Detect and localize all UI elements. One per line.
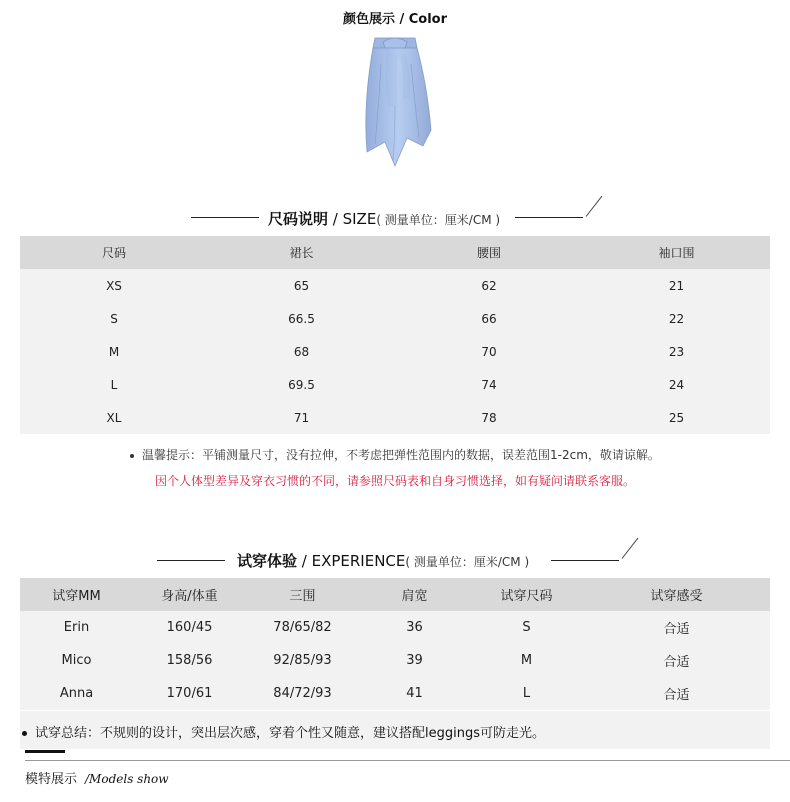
experience-cell: 160/45 — [166, 620, 213, 635]
experience-header-cell: 试穿MM — [52, 589, 101, 604]
size-section-title — [268, 208, 500, 229]
experience-title-unit: ( 测量单位：厘米/CM ) — [405, 555, 530, 569]
experience-cell: 合适 — [663, 622, 690, 637]
size-title-left-rule — [191, 217, 259, 218]
size-note — [130, 446, 660, 463]
size-cell: S — [110, 311, 118, 326]
experience-table-header-row — [20, 578, 770, 611]
size-header-cell: 裙长 — [289, 246, 314, 260]
size-cell: 24 — [668, 377, 685, 392]
table-row — [20, 611, 770, 644]
size-cell: 66.5 — [288, 311, 315, 326]
experience-cell: 合适 — [663, 688, 690, 703]
experience-table — [20, 578, 770, 710]
experience-section-title — [237, 550, 529, 571]
experience-cell: 合适 — [663, 655, 690, 670]
table-row — [20, 302, 770, 335]
size-header-cell: 尺码 — [101, 246, 126, 260]
experience-cell: L — [522, 686, 531, 701]
experience-cell: Erin — [63, 620, 90, 635]
experience-header-cell: 身高/体重 — [161, 589, 218, 604]
table-row — [20, 269, 770, 302]
size-cell: L — [110, 377, 118, 392]
experience-summary-text: 试穿总结：不规则的设计，突出层次感，穿着个性又随意，建议搭配leggings可防走光。 — [35, 726, 545, 741]
models-title-cn: 模特展示 — [25, 772, 78, 787]
experience-cell: Mico — [61, 653, 92, 668]
experience-cell: 84/72/93 — [273, 686, 332, 701]
table-row — [20, 335, 770, 368]
size-cell: 62 — [481, 278, 497, 293]
size-table — [20, 236, 770, 434]
size-title-cn: 尺码说明 — [268, 210, 329, 228]
experience-title-en: / EXPERIENCE — [297, 552, 406, 570]
skirt-product-image — [345, 34, 445, 174]
bullet-icon — [130, 454, 134, 458]
size-cell: 22 — [668, 311, 685, 326]
experience-cell: 41 — [406, 686, 423, 701]
size-cell: 70 — [481, 344, 497, 359]
size-cell: 74 — [481, 377, 497, 392]
experience-cell: 170/61 — [166, 686, 213, 701]
table-row — [20, 401, 770, 434]
experience-header-cell: 试穿感受 — [650, 589, 703, 604]
table-row — [20, 677, 770, 710]
size-cell: 66 — [481, 311, 497, 326]
experience-title-right-rule — [551, 560, 619, 561]
size-warning: 因个人体型差异及穿衣习惯的不同，请参照尺码表和自身习惯选择，如有疑问请联系客服。 — [154, 474, 635, 488]
experience-cell: 36 — [406, 620, 423, 635]
experience-cell: S — [522, 620, 531, 635]
experience-cell: M — [520, 653, 533, 668]
experience-header-cell: 试穿尺码 — [500, 589, 553, 604]
experience-cell: 158/56 — [166, 653, 213, 668]
models-title-accent-rule — [25, 750, 65, 753]
size-cell: 65 — [293, 278, 310, 293]
size-title-slash — [586, 196, 603, 217]
size-note-text: 温馨提示：平铺测量尺寸，没有拉伸，不考虑把弹性范围内的数据，误差范围1-2cm，敬请谅解。 — [142, 448, 660, 462]
experience-title-cn: 试穿体验 — [237, 552, 298, 570]
experience-cell: 92/85/93 — [273, 653, 332, 668]
experience-title-left-rule — [157, 560, 225, 561]
experience-title-slash — [622, 538, 639, 559]
models-title-divider — [25, 760, 790, 761]
experience-header-cell: 肩宽 — [401, 589, 428, 604]
experience-cell: 78/65/82 — [273, 620, 332, 635]
experience-summary — [22, 722, 545, 741]
table-row — [20, 368, 770, 401]
size-cell: 78 — [481, 410, 497, 425]
size-header-cell: 腰围 — [476, 246, 501, 260]
size-cell: 25 — [668, 410, 685, 425]
size-cell: M — [108, 344, 120, 359]
experience-cell: Anna — [59, 686, 94, 701]
size-cell: 23 — [668, 344, 685, 359]
size-cell: 71 — [293, 410, 310, 425]
size-title-right-rule — [515, 217, 583, 218]
size-title-unit: ( 测量单位：厘米/CM ) — [376, 213, 501, 227]
size-table-header-row — [20, 236, 770, 269]
experience-cell: 39 — [406, 653, 423, 668]
size-cell: XL — [106, 410, 122, 425]
color-section-title: 颜色展示 / Color — [342, 12, 448, 27]
size-title-en: / SIZE — [328, 210, 377, 228]
models-title-en: /Models show — [85, 772, 169, 786]
bullet-icon — [22, 731, 27, 736]
size-cell: XS — [106, 278, 122, 293]
experience-header-cell: 三围 — [289, 589, 316, 604]
size-header-cell: 袖口围 — [658, 246, 695, 260]
size-cell: 68 — [293, 344, 310, 359]
size-cell: 69.5 — [288, 377, 315, 392]
models-section-title — [25, 768, 169, 787]
table-row — [20, 644, 770, 677]
size-cell: 21 — [668, 278, 685, 293]
